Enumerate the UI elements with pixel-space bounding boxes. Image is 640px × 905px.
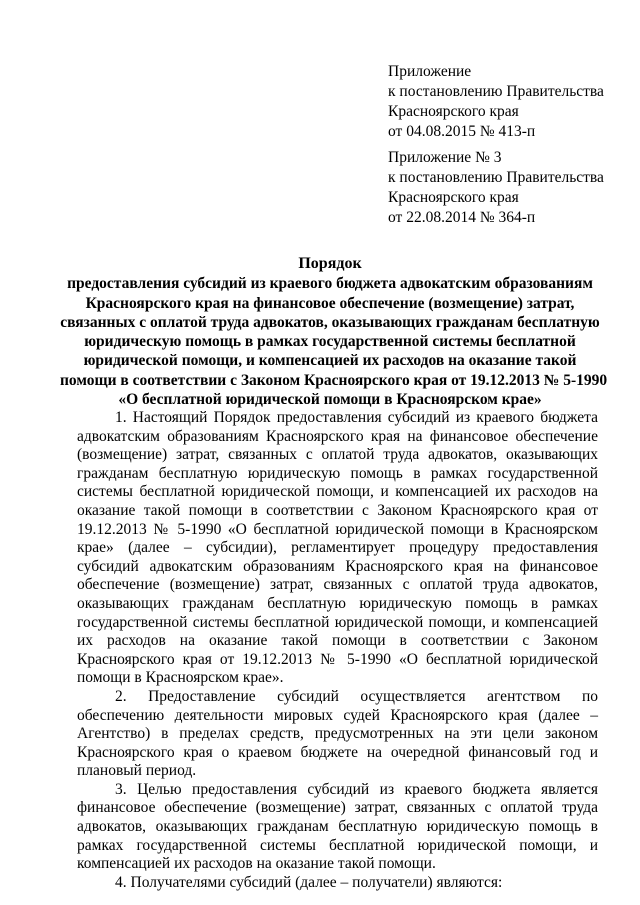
appendix-line: от 22.08.2014 № 364-п bbox=[388, 209, 536, 226]
appendix-line: к постановлению Правительства bbox=[388, 169, 604, 186]
title-line: Красноярского края на финансовое обеспечение (возмещение) затрат, bbox=[85, 294, 575, 312]
appendix-line: Красноярского края bbox=[388, 103, 519, 120]
title-line: юридическую помощь в рамках государственной системы бесплатной bbox=[84, 333, 576, 351]
title-line: помощи в соответствии с Законом Красноярского края от 19.12.2013 № 5-1990 bbox=[60, 371, 608, 389]
title-line: связанных с оплатой труда адвокатов, оказывающих гражданам бесплатную bbox=[60, 313, 600, 331]
paragraph-2: 2. Предоставление субсидий осуществляется агентством по обеспечению деятельности мировых судей Красноярского края (далее – Агентство) в пределах средств, предусмотренных на эти цели законом Красноярского края о краевом бюджете на очередной финансовый год и плановый период. bbox=[77, 687, 598, 780]
paragraph-3: 3. Целью предоставления субсидий из краевого бюджета является финансовое обеспечение (возмещение) затрат, связанных с оплатой труда адвокатов, оказывающих гражданам бесплатную юридическую помощь в рамках государственной системы бесплатной юридической помощи, и компенсацией их расходов на оказание такой помощи. bbox=[77, 780, 598, 873]
title-line: юридической помощи, и компенсацией их расходов на оказание такой bbox=[83, 352, 577, 370]
appendix-line: от 04.08.2015 № 413-п bbox=[388, 123, 536, 140]
document-body bbox=[77, 409, 598, 892]
appendix-note-2014 bbox=[388, 148, 628, 228]
appendix-line: Красноярского края bbox=[388, 189, 519, 206]
appendix-note-2015 bbox=[388, 62, 628, 142]
title-heading: Порядок bbox=[298, 255, 362, 272]
paragraph-4: 4. Получателями субсидий (далее – получатели) являются: bbox=[115, 873, 503, 891]
appendix-line: Приложение № 3 bbox=[388, 149, 502, 166]
title-line: предоставления субсидий из краевого бюджета адвокатским образованиям bbox=[67, 275, 593, 293]
title-line: «О бесплатной юридической помощи в Красноярском крае» bbox=[118, 391, 542, 409]
appendix-line: Приложение bbox=[388, 63, 472, 80]
appendix-line: к постановлению Правительства bbox=[388, 83, 604, 100]
paragraph-1: 1. Настоящий Порядок предоставления субсидий из краевого бюджета адвокатским образованиям Красноярского края на финансовое обеспечение (возмещение) затрат, связанных с оплатой труда адвокатов, оказывающих гражданам бесплатную юридическую помощь в рамках государственной системы бесплатной юридической помощи, и компенсацией их расходов на оказание такой помощи в соответствии с Законом Красноярского края от 19.12.2013 № 5-1990 «О бесплатной юридической помощи в Красноярском крае» (далее – субсидии), регламентирует процедуру предоставления субсидий адвокатским образованиям Красноярского края на финансовое обеспечение (возмещение) затрат, связанных с оплатой труда адвокатов, оказывающих гражданам бесплатную юридическую помощь в рамках государственной системы бесплатной юридической помощи, и компенсацией их расходов на оказание такой помощи в соответствии с Законом Красноярского края от 19.12.2013 № 5-1990 «О бесплатной юридической помощи в Красноярском крае». bbox=[77, 409, 598, 687]
document-title bbox=[60, 254, 608, 409]
